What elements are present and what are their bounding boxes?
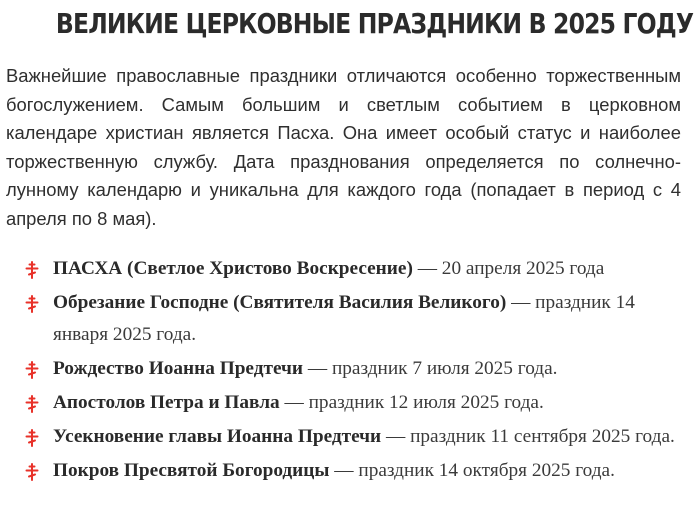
holiday-detail: — праздник 14 января 2025 года. [53, 292, 635, 345]
holiday-detail: — 20 апреля 2025 года [412, 258, 605, 279]
list-item [0, 387, 699, 419]
orthodox-cross-icon [25, 395, 39, 413]
orthodox-cross-icon [25, 361, 39, 379]
holiday-title: Усекновение главы Иоанна Предтечи [53, 426, 382, 447]
orthodox-cross-icon [25, 429, 39, 447]
holiday-title: Апостолов Петра и Павла [53, 392, 280, 413]
holiday-detail: — праздник 11 сентября 2025 года. [381, 426, 675, 447]
holiday-detail: — праздник 14 октября 2025 года. [329, 460, 615, 481]
intro-paragraph: Важнейшие православные праздники отличаются особенно торжественным богослужением. Самым большим и светлым событием в церковном календаре христиан является Пасха. Она имеет особый статус и наиболее торжественную службу. Дата празднования определяется по солнечно-лунному календарю и уникальна для каждого года (попадает в период с 4 апреля по 8 мая). [6, 65, 681, 229]
page-title: ВЕЛИКИЕ ЦЕРКОВНЫЕ ПРАЗДНИКИ В 2025 ГОДУ [55, 7, 694, 40]
holiday-detail: — праздник 12 июля 2025 года. [279, 392, 544, 413]
list-item [0, 353, 699, 385]
holiday-title: ПАСХА (Светлое Христово Воскресение) [53, 258, 413, 279]
orthodox-cross-icon [25, 463, 39, 481]
list-item [0, 455, 699, 487]
holiday-title: Рождество Иоанна Предтечи [53, 358, 304, 379]
list-item [0, 421, 699, 453]
list-item [0, 287, 699, 351]
orthodox-cross-icon [25, 261, 39, 279]
holiday-detail: — праздник 7 июля 2025 года. [303, 358, 558, 379]
orthodox-cross-icon [25, 295, 39, 313]
holiday-list [0, 253, 699, 489]
list-item [0, 253, 699, 285]
holiday-title: Обрезание Господне (Святителя Василия Великого) [53, 292, 507, 313]
holiday-title: Покров Пресвятой Богородицы [53, 460, 330, 481]
